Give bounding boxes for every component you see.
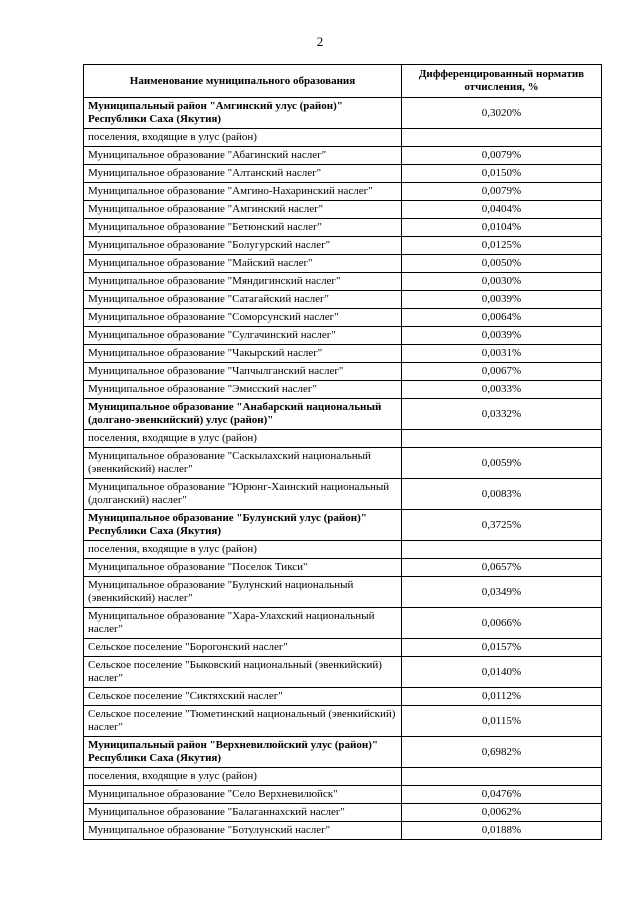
- normative-value: 0,0476%: [402, 786, 602, 804]
- normative-value: 0,0033%: [402, 381, 602, 399]
- table-row: [84, 327, 602, 345]
- normative-value: 0,0039%: [402, 327, 602, 345]
- municipality-name: Сельское поселение "Борогонский наслег": [84, 639, 402, 657]
- normative-value: 0,0079%: [402, 147, 602, 165]
- normative-value: 0,0079%: [402, 183, 602, 201]
- normative-value: 0,0657%: [402, 559, 602, 577]
- table-row: [84, 201, 602, 219]
- municipality-name: Муниципальное образование "Соморсунский наслег": [84, 309, 402, 327]
- municipality-name: Сельское поселение "Быковский национальный (эвенкийский) наслег": [84, 657, 402, 688]
- municipality-name: Муниципальное образование "Чапчылганский наслег": [84, 363, 402, 381]
- table-row: [84, 129, 602, 147]
- normative-value: 0,0140%: [402, 657, 602, 688]
- municipality-name: поселения, входящие в улус (район): [84, 430, 402, 448]
- municipality-name: Муниципальное образование "Бетюнский наслег": [84, 219, 402, 237]
- table-row: [84, 804, 602, 822]
- normative-value: 0,0062%: [402, 804, 602, 822]
- normative-value: 0,0112%: [402, 688, 602, 706]
- table-row: [84, 510, 602, 541]
- municipality-name: поселения, входящие в улус (район): [84, 541, 402, 559]
- table-row: [84, 98, 602, 129]
- normative-value: [402, 129, 602, 147]
- normative-value: 0,0150%: [402, 165, 602, 183]
- table-row: [84, 219, 602, 237]
- normative-value: 0,0031%: [402, 345, 602, 363]
- municipality-name: поселения, входящие в улус (район): [84, 129, 402, 147]
- table-row: [84, 147, 602, 165]
- table-row: [84, 381, 602, 399]
- normative-value: 0,3020%: [402, 98, 602, 129]
- normative-value: [402, 541, 602, 559]
- municipality-name: Сельское поселение "Сиктяхский наслег": [84, 688, 402, 706]
- municipality-name: Муниципальное образование "Амгино-Нахаринский наслег": [84, 183, 402, 201]
- column-header-name: Наименование муниципального образования: [84, 65, 402, 98]
- table-row: [84, 345, 602, 363]
- normatives-table: [83, 64, 602, 840]
- table-row: [84, 430, 602, 448]
- municipality-name: Муниципальное образование "Алтанский наслег": [84, 165, 402, 183]
- municipality-name: Муниципальное образование "Село Верхневилюйск": [84, 786, 402, 804]
- normative-value: 0,0332%: [402, 399, 602, 430]
- table-row: [84, 768, 602, 786]
- column-header-normative: Дифференцированный норматив отчисления, %: [402, 65, 602, 98]
- table-row: [84, 309, 602, 327]
- normative-value: 0,0050%: [402, 255, 602, 273]
- municipality-name: поселения, входящие в улус (район): [84, 768, 402, 786]
- municipality-name: Муниципальное образование "Майский наслег": [84, 255, 402, 273]
- municipality-name: Муниципальное образование "Хара-Улахский национальный наслег": [84, 608, 402, 639]
- municipality-name: Муниципальное образование "Мяндигинский наслег": [84, 273, 402, 291]
- table-row: [84, 639, 602, 657]
- table-row: [84, 399, 602, 430]
- table-row: [84, 608, 602, 639]
- municipality-name: Сельское поселение "Тюметинский национальный (эвенкийский) наслег": [84, 706, 402, 737]
- municipality-name: Муниципальное образование "Анабарский национальный (долгано-эвенкийский) улус (район)": [84, 399, 402, 430]
- normative-value: 0,0125%: [402, 237, 602, 255]
- table-row: [84, 688, 602, 706]
- normative-value: 0,0404%: [402, 201, 602, 219]
- table-row: [84, 479, 602, 510]
- table-row: [84, 273, 602, 291]
- table-header-row: [84, 65, 602, 98]
- table-row: [84, 706, 602, 737]
- normative-value: 0,6982%: [402, 737, 602, 768]
- normative-value: 0,0067%: [402, 363, 602, 381]
- table-row: [84, 291, 602, 309]
- normative-value: 0,0059%: [402, 448, 602, 479]
- municipality-name: Муниципальный район "Верхневилюйский улус (район)" Республики Саха (Якутия): [84, 737, 402, 768]
- normative-value: 0,0066%: [402, 608, 602, 639]
- table-body: [84, 98, 602, 840]
- municipality-name: Муниципальное образование "Амгинский наслег": [84, 201, 402, 219]
- table-row: [84, 448, 602, 479]
- table-row: [84, 559, 602, 577]
- normative-value: [402, 430, 602, 448]
- table-row: [84, 541, 602, 559]
- municipality-name: Муниципальное образование "Булунский улус (район)" Республики Саха (Якутия): [84, 510, 402, 541]
- normative-value: 0,3725%: [402, 510, 602, 541]
- normative-value: 0,0083%: [402, 479, 602, 510]
- normative-value: 0,0157%: [402, 639, 602, 657]
- normative-value: 0,0104%: [402, 219, 602, 237]
- normative-value: 0,0030%: [402, 273, 602, 291]
- municipality-name: Муниципальное образование "Саскылахский национальный (эвенкийский) наслег": [84, 448, 402, 479]
- municipality-name: Муниципальное образование "Юрюнг-Хаинский национальный (долганский) наслег": [84, 479, 402, 510]
- municipality-name: Муниципальное образование "Болугурский наслег": [84, 237, 402, 255]
- table-row: [84, 363, 602, 381]
- municipality-name: Муниципальное образование "Чакырский наслег": [84, 345, 402, 363]
- normative-value: 0,0115%: [402, 706, 602, 737]
- municipality-name: Муниципальное образование "Балаганнахский наслег": [84, 804, 402, 822]
- table-row: [84, 822, 602, 840]
- normative-value: [402, 768, 602, 786]
- normative-value: 0,0064%: [402, 309, 602, 327]
- table-row: [84, 255, 602, 273]
- table-row: [84, 165, 602, 183]
- municipality-name: Муниципальное образование "Эмисский наслег": [84, 381, 402, 399]
- municipality-name: Муниципальное образование "Ботулунский наслег": [84, 822, 402, 840]
- normative-value: 0,0349%: [402, 577, 602, 608]
- table-row: [84, 183, 602, 201]
- table-row: [84, 237, 602, 255]
- municipality-name: Муниципальное образование "Абагинский наслег": [84, 147, 402, 165]
- municipality-name: Муниципальное образование "Поселок Тикси": [84, 559, 402, 577]
- municipality-name: Муниципальное образование "Булунский национальный (эвенкийский) наслег": [84, 577, 402, 608]
- normative-value: 0,0188%: [402, 822, 602, 840]
- table-row: [84, 577, 602, 608]
- municipality-name: Муниципальное образование "Сатагайский наслег": [84, 291, 402, 309]
- page-number: 2: [316, 34, 324, 49]
- normative-value: 0,0039%: [402, 291, 602, 309]
- table-row: [84, 657, 602, 688]
- municipality-name: Муниципальное образование "Сулгачинский наслег": [84, 327, 402, 345]
- municipality-name: Муниципальный район "Амгинский улус (район)" Республики Саха (Якутия): [84, 98, 402, 129]
- table-row: [84, 786, 602, 804]
- table-row: [84, 737, 602, 768]
